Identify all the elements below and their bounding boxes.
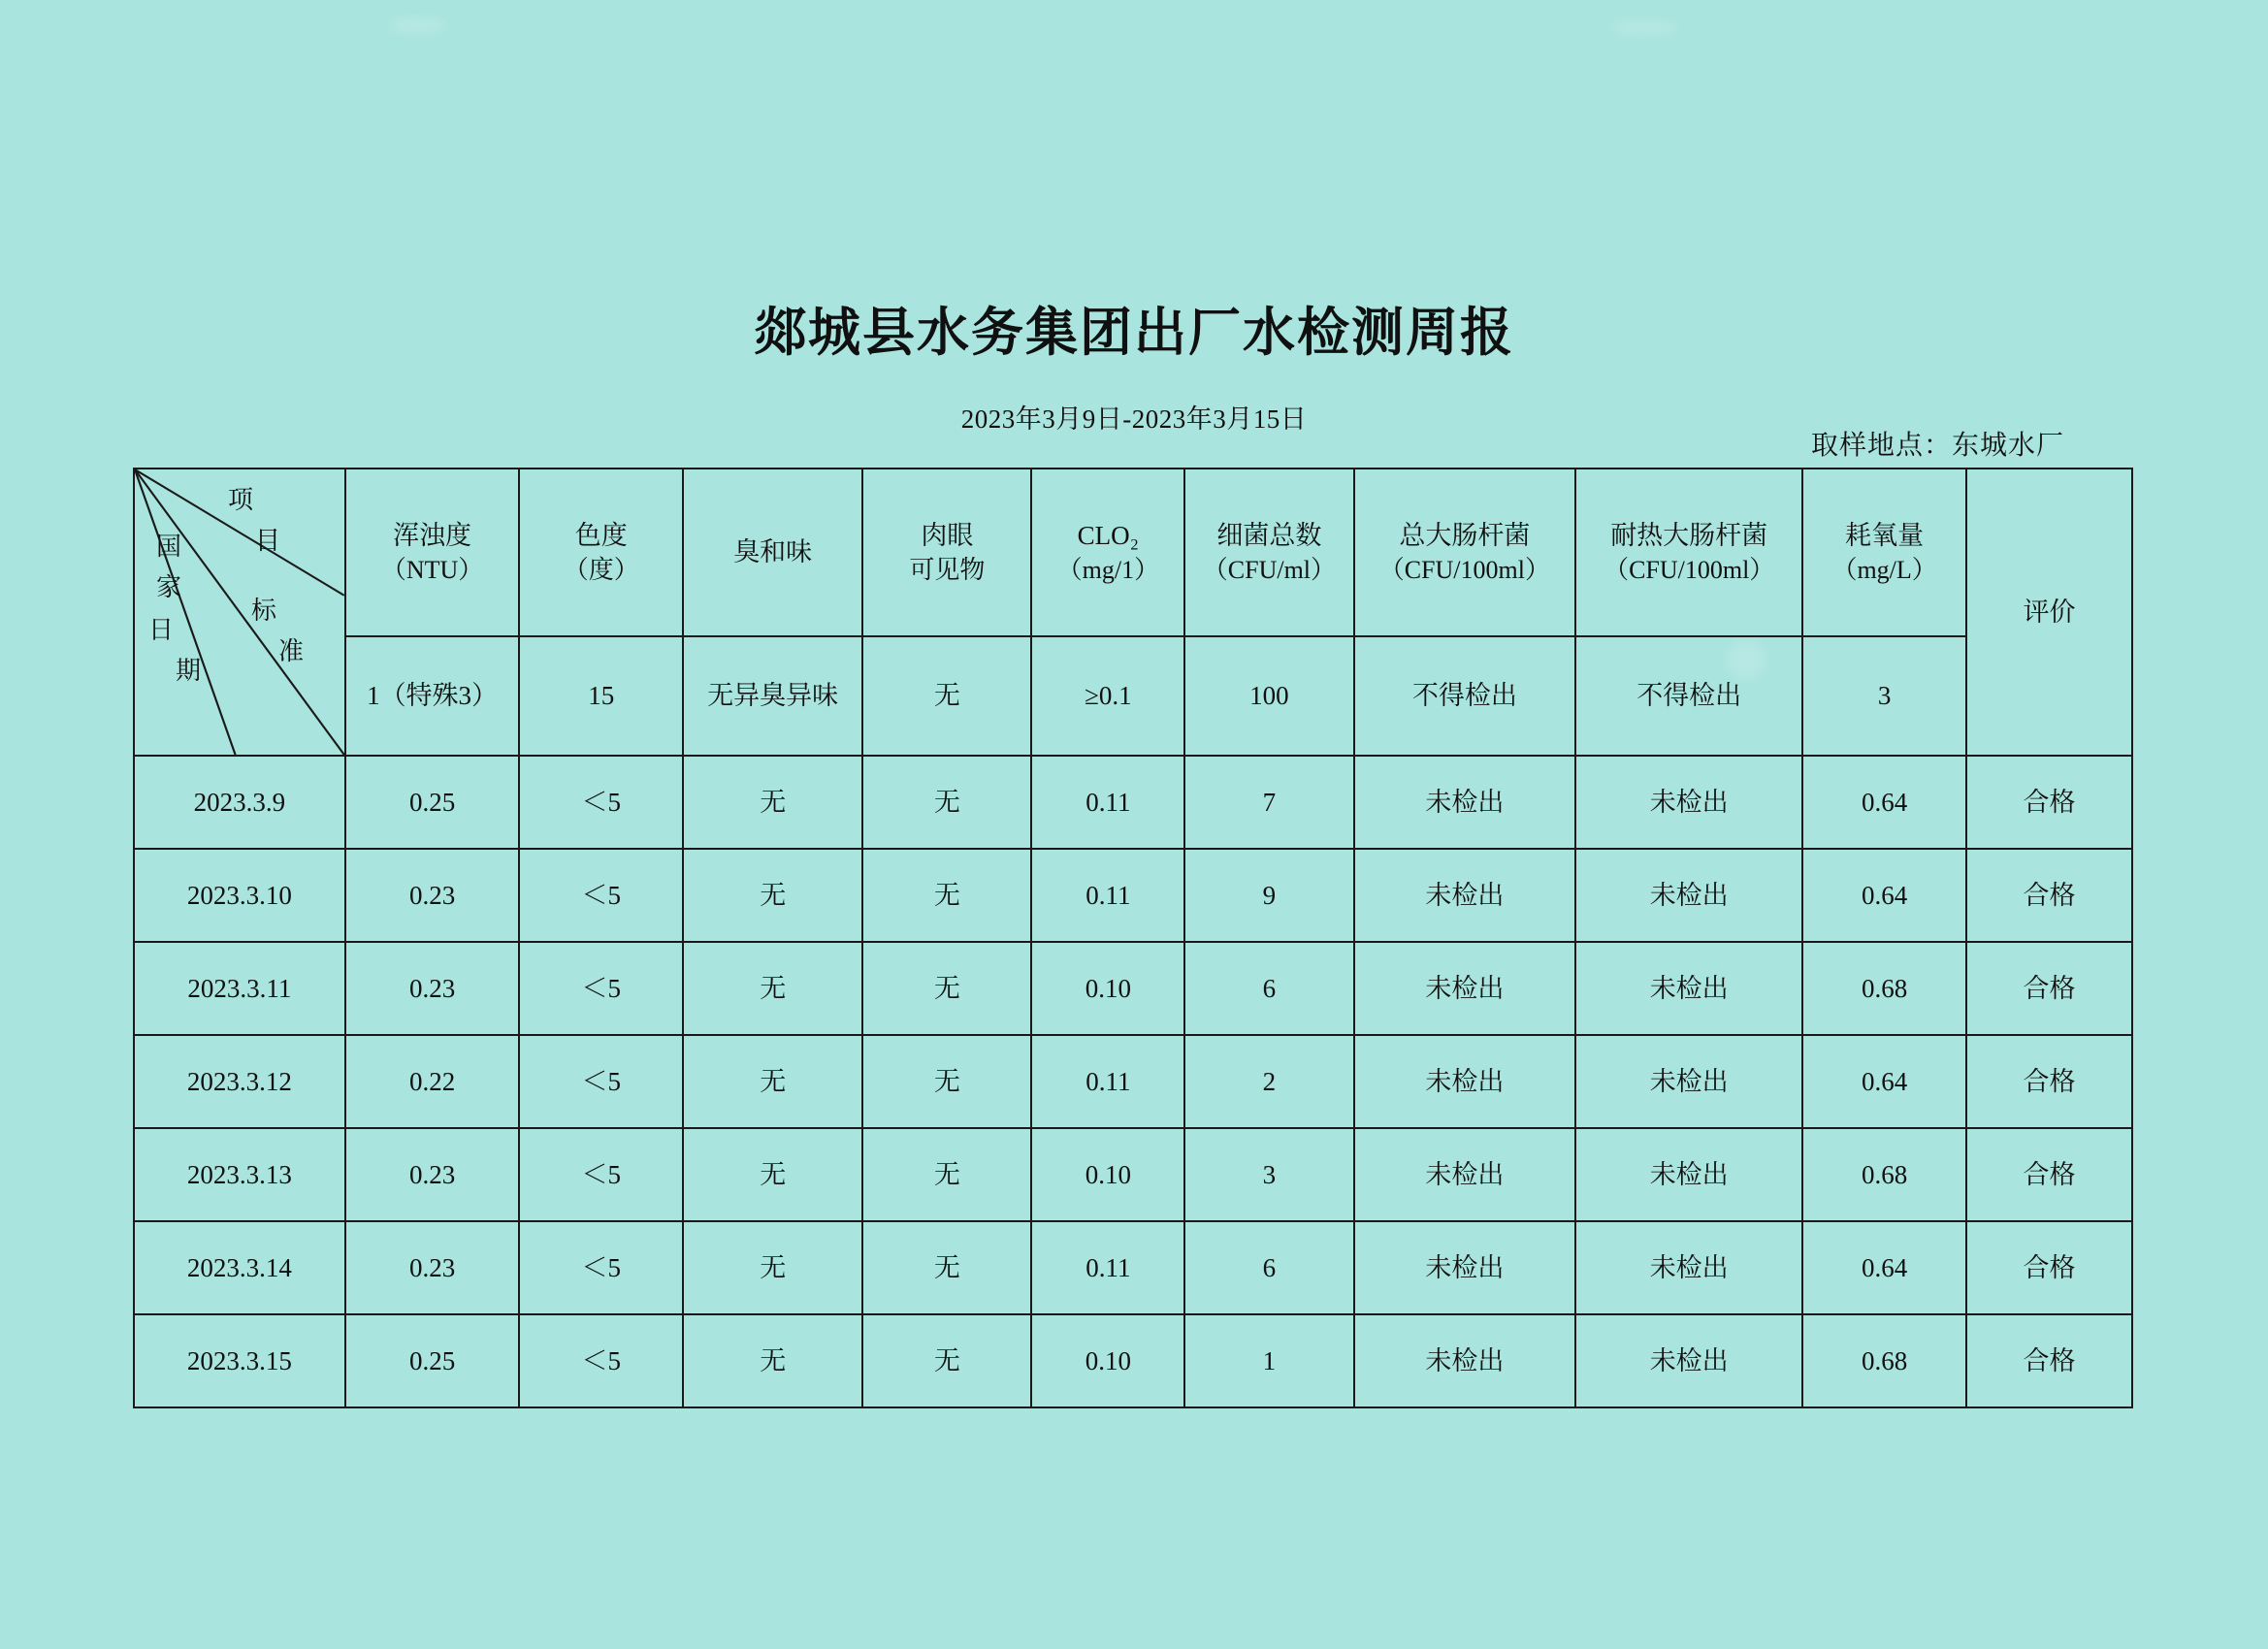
cell-date: 2023.3.13 bbox=[134, 1128, 345, 1221]
cell-total-coliform: 未检出 bbox=[1354, 1128, 1576, 1221]
table-row bbox=[134, 1221, 2132, 1314]
corner-label-item-1: 项 bbox=[228, 486, 255, 514]
cell-turbidity: 0.23 bbox=[345, 849, 520, 942]
header-name: 色度 bbox=[574, 520, 628, 550]
cell-turbidity: 0.23 bbox=[345, 1128, 520, 1221]
cell-chroma: ＜5 bbox=[519, 942, 683, 1035]
cell-clo2: 0.10 bbox=[1031, 1128, 1184, 1221]
cell-total-coliform: 未检出 bbox=[1354, 1035, 1576, 1128]
table-header-row bbox=[134, 469, 2132, 636]
header-unit: （mg/1） bbox=[1056, 556, 1160, 585]
column-header-clo2 bbox=[1031, 469, 1184, 636]
cell-bacteria-count: 1 bbox=[1184, 1314, 1353, 1407]
cell-date: 2023.3.10 bbox=[134, 849, 345, 942]
standard-total-coliform: 不得检出 bbox=[1354, 636, 1576, 756]
cell-date: 2023.3.15 bbox=[134, 1314, 345, 1407]
cell-odor: 无 bbox=[683, 942, 862, 1035]
cell-visible-matter: 无 bbox=[862, 849, 1031, 942]
standard-oxygen-consumption: 3 bbox=[1802, 636, 1966, 756]
cell-total-coliform: 未检出 bbox=[1354, 1221, 1576, 1314]
standard-odor: 无异臭异味 bbox=[683, 636, 862, 756]
column-header-oxygen-consumption bbox=[1802, 469, 1966, 636]
cell-thermotolerant-coliform: 未检出 bbox=[1575, 1035, 1802, 1128]
header-unit: （mg/L） bbox=[1831, 556, 1937, 585]
cell-evaluation: 合格 bbox=[1966, 1221, 2132, 1314]
corner-label-std-2: 家 bbox=[156, 573, 183, 601]
cell-bacteria-count: 7 bbox=[1184, 756, 1353, 849]
cell-total-coliform: 未检出 bbox=[1354, 756, 1576, 849]
corner-label-date-2: 期 bbox=[176, 657, 203, 685]
cell-total-coliform: 未检出 bbox=[1354, 849, 1576, 942]
header-name: 耐热大肠杆菌 bbox=[1610, 520, 1768, 550]
cell-visible-matter: 无 bbox=[862, 1314, 1031, 1407]
standard-turbidity: 1（特殊3） bbox=[345, 636, 520, 756]
header-unit: （CFU/ml） bbox=[1202, 556, 1337, 585]
header-unit: （NTU） bbox=[380, 556, 484, 585]
cell-oxygen-consumption: 0.68 bbox=[1802, 942, 1966, 1035]
cell-clo2: 0.11 bbox=[1031, 849, 1184, 942]
cell-bacteria-count: 9 bbox=[1184, 849, 1353, 942]
cell-odor: 无 bbox=[683, 849, 862, 942]
cell-turbidity: 0.23 bbox=[345, 1221, 520, 1314]
cell-visible-matter: 无 bbox=[862, 1221, 1031, 1314]
header-unit: 可见物 bbox=[909, 556, 986, 585]
cell-bacteria-count: 6 bbox=[1184, 1221, 1353, 1314]
standard-bacteria-count: 100 bbox=[1184, 636, 1353, 756]
sample-site-label: 取样地点：东城水厂 bbox=[1810, 431, 2064, 461]
cell-evaluation: 合格 bbox=[1966, 1128, 2132, 1221]
table-row bbox=[134, 942, 2132, 1035]
cell-clo2: 0.11 bbox=[1031, 1221, 1184, 1314]
national-standard-row bbox=[134, 636, 2132, 756]
cell-chroma: ＜5 bbox=[519, 1314, 683, 1407]
cell-bacteria-count: 2 bbox=[1184, 1035, 1353, 1128]
cell-visible-matter: 无 bbox=[862, 942, 1031, 1035]
header-name: 臭和味 bbox=[733, 537, 813, 567]
cell-odor: 无 bbox=[683, 756, 862, 849]
column-header-evaluation: 评价 bbox=[1966, 469, 2132, 756]
cell-chroma: ＜5 bbox=[519, 756, 683, 849]
cell-bacteria-count: 3 bbox=[1184, 1128, 1353, 1221]
column-header-visible-matter bbox=[862, 469, 1031, 636]
corner-label-item-2: 目 bbox=[255, 527, 282, 555]
cell-evaluation: 合格 bbox=[1966, 1035, 2132, 1128]
cell-chroma: ＜5 bbox=[519, 849, 683, 942]
column-header-odor bbox=[683, 469, 862, 636]
cell-odor: 无 bbox=[683, 1314, 862, 1407]
cell-visible-matter: 无 bbox=[862, 756, 1031, 849]
cell-evaluation: 合格 bbox=[1966, 1314, 2132, 1407]
header-name: 浑浊度 bbox=[393, 520, 472, 550]
header-unit: （度） bbox=[563, 556, 639, 585]
cell-oxygen-consumption: 0.64 bbox=[1802, 849, 1966, 942]
cell-turbidity: 0.25 bbox=[345, 756, 520, 849]
corner-label-date-1: 日 bbox=[148, 616, 176, 644]
cell-total-coliform: 未检出 bbox=[1354, 942, 1576, 1035]
cell-date: 2023.3.11 bbox=[134, 942, 345, 1035]
corner-label-std-3: 标 bbox=[251, 597, 278, 625]
table-row bbox=[134, 756, 2132, 849]
cell-date: 2023.3.14 bbox=[134, 1221, 345, 1314]
header-name: 总大肠杆菌 bbox=[1399, 520, 1531, 550]
standard-thermotolerant-coliform: 不得检出 bbox=[1575, 636, 1802, 756]
cell-total-coliform: 未检出 bbox=[1354, 1314, 1576, 1407]
page-title: 郯城县水务集团出厂水检测周报 bbox=[754, 304, 1514, 362]
corner-label-std-4: 准 bbox=[278, 637, 306, 665]
cell-thermotolerant-coliform: 未检出 bbox=[1575, 756, 1802, 849]
cell-chroma: ＜5 bbox=[519, 1035, 683, 1128]
cell-oxygen-consumption: 0.68 bbox=[1802, 1314, 1966, 1407]
cell-odor: 无 bbox=[683, 1035, 862, 1128]
cell-oxygen-consumption: 0.64 bbox=[1802, 1221, 1966, 1314]
cell-clo2: 0.10 bbox=[1031, 1314, 1184, 1407]
cell-date: 2023.3.12 bbox=[134, 1035, 345, 1128]
cell-clo2: 0.11 bbox=[1031, 756, 1184, 849]
cell-thermotolerant-coliform: 未检出 bbox=[1575, 1314, 1802, 1407]
cell-odor: 无 bbox=[683, 1128, 862, 1221]
cell-oxygen-consumption: 0.64 bbox=[1802, 756, 1966, 849]
header-unit: （CFU/100ml） bbox=[1604, 556, 1775, 585]
cell-clo2: 0.10 bbox=[1031, 942, 1184, 1035]
cell-bacteria-count: 6 bbox=[1184, 942, 1353, 1035]
water-quality-table bbox=[133, 468, 2133, 1408]
column-header-chroma bbox=[519, 469, 683, 636]
cell-chroma: ＜5 bbox=[519, 1128, 683, 1221]
standard-clo2: ≥0.1 bbox=[1031, 636, 1184, 756]
cell-evaluation: 合格 bbox=[1966, 849, 2132, 942]
cell-thermotolerant-coliform: 未检出 bbox=[1575, 1128, 1802, 1221]
column-header-total-coliform bbox=[1354, 469, 1576, 636]
corner-label-std-1: 国 bbox=[156, 533, 183, 561]
cell-visible-matter: 无 bbox=[862, 1035, 1031, 1128]
header-name: 耗氧量 bbox=[1845, 520, 1925, 550]
column-header-thermotolerant-coliform bbox=[1575, 469, 1802, 636]
standard-visible-matter: 无 bbox=[862, 636, 1031, 756]
table-row bbox=[134, 1035, 2132, 1128]
cell-thermotolerant-coliform: 未检出 bbox=[1575, 849, 1802, 942]
cell-thermotolerant-coliform: 未检出 bbox=[1575, 1221, 1802, 1314]
cell-turbidity: 0.25 bbox=[345, 1314, 520, 1407]
cell-date: 2023.3.9 bbox=[134, 756, 345, 849]
corner-header-cell bbox=[134, 469, 345, 756]
header-unit: （CFU/100ml） bbox=[1378, 556, 1550, 585]
cell-evaluation: 合格 bbox=[1966, 756, 2132, 849]
cell-oxygen-consumption: 0.64 bbox=[1802, 1035, 1966, 1128]
cell-clo2: 0.11 bbox=[1031, 1035, 1184, 1128]
cell-chroma: ＜5 bbox=[519, 1221, 683, 1314]
cell-turbidity: 0.22 bbox=[345, 1035, 520, 1128]
header-name: CLO₂ bbox=[1077, 520, 1140, 550]
table-row bbox=[134, 1128, 2132, 1221]
column-header-turbidity bbox=[345, 469, 520, 636]
cell-oxygen-consumption: 0.68 bbox=[1802, 1128, 1966, 1221]
cell-turbidity: 0.23 bbox=[345, 942, 520, 1035]
header-name: 肉眼 bbox=[921, 520, 974, 550]
cell-evaluation: 合格 bbox=[1966, 942, 2132, 1035]
standard-chroma: 15 bbox=[519, 636, 683, 756]
cell-odor: 无 bbox=[683, 1221, 862, 1314]
cell-visible-matter: 无 bbox=[862, 1128, 1031, 1221]
date-range-subtitle: 2023年3月9日-2023年3月15日 bbox=[960, 404, 1308, 434]
table-row bbox=[134, 1314, 2132, 1407]
header-name: 细菌总数 bbox=[1216, 520, 1322, 550]
table-row bbox=[134, 849, 2132, 942]
column-header-bacteria-count bbox=[1184, 469, 1353, 636]
cell-thermotolerant-coliform: 未检出 bbox=[1575, 942, 1802, 1035]
